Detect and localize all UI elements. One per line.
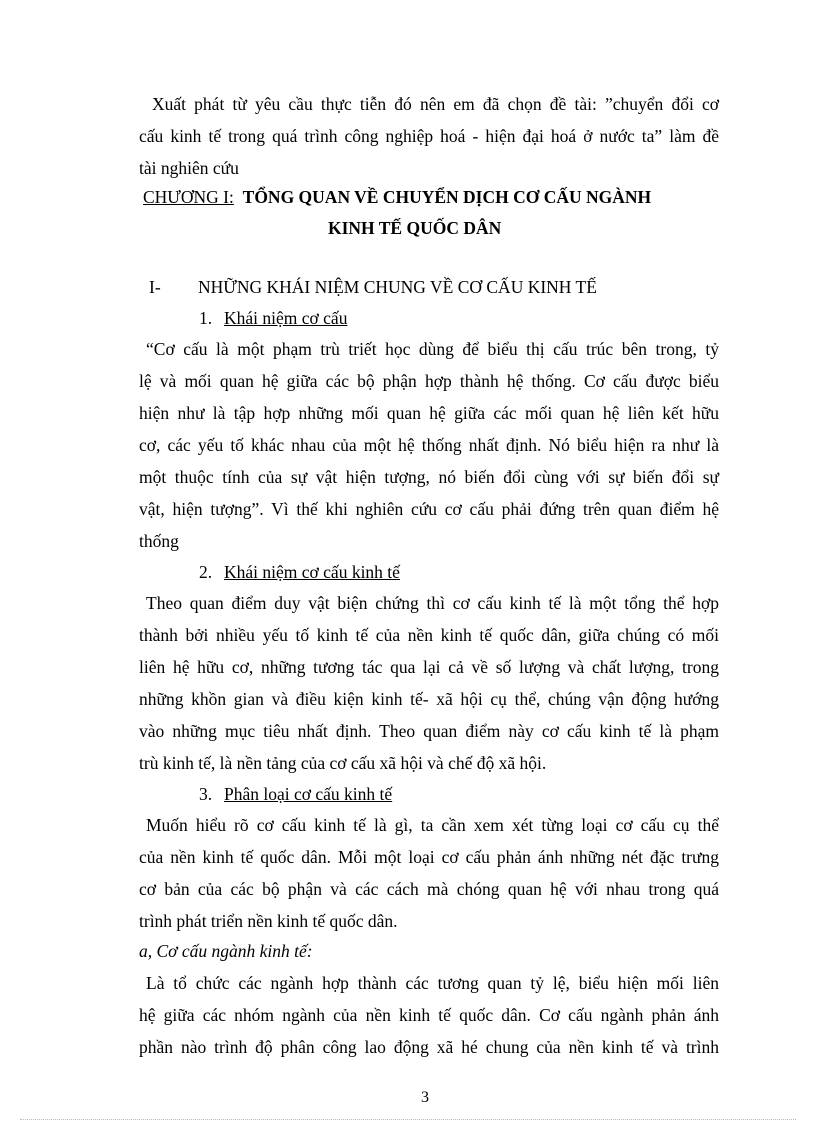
- paragraph-line: hiện như là tập hợp những mối quan hệ giữa các mối quan hệ liên kết hữu: [139, 403, 719, 423]
- subsection-2-number: 2.: [199, 562, 213, 582]
- paragraph-line: trù kinh tế, là nền tảng của cơ cấu xã hội và chế độ xã hội.: [139, 753, 547, 773]
- paragraph-line: vật, hiện tượng”. Vì thế khi nghiên cứu cơ cấu phải đứng trên quan điểm hệ: [139, 499, 719, 519]
- paragraph-line: lệ và mối quan hệ giữa các bộ phận hợp thành hệ thống. Cơ cấu được biểu: [139, 371, 719, 391]
- page-bottom-divider: [20, 1119, 796, 1120]
- paragraph-line: hệ giữa các nhóm ngành của nền kinh tế quốc dân. Cơ cấu ngành phản ánh: [139, 1005, 719, 1025]
- paragraph-line: Theo quan điểm duy vật biện chứng thì cơ cấu kinh tế là một tổng thể hợp: [146, 593, 719, 613]
- page-number: 3: [421, 1089, 429, 1106]
- paragraph-line: “Cơ cấu là một phạm trù triết học dùng để biểu thị cấu trúc bên trong, tỷ: [146, 339, 719, 359]
- paragraph-line: cơ, các yếu tố khác nhau của một hệ thống nhất định. Nó biểu hiện ra như là: [139, 435, 719, 455]
- paragraph-line: Muốn hiểu rõ cơ cấu kinh tế là gì, ta cần xem xét từng loại cơ cấu cụ thể: [146, 815, 719, 835]
- paragraph-line: của nền kinh tế quốc dân. Mỗi một loại cơ cấu phản ánh những nét đặc trưng: [139, 847, 719, 867]
- chapter-label: CHƯƠNG I: [143, 187, 230, 207]
- subsection-2-title: Khái niệm cơ cấu kinh tế: [224, 562, 400, 582]
- intro-line: Xuất phát từ yêu cầu thực tiễn đó nên em đã chọn đề tài: ”chuyển đổi cơ: [152, 94, 719, 114]
- chapter-title: TỔNG QUAN VỀ CHUYỂN DỊCH CƠ CẤU NGÀNH: [242, 187, 652, 207]
- paragraph-line: thành bởi nhiều yếu tố kinh tế của nền kinh tế quốc dân, giữa chúng có mối: [139, 625, 719, 645]
- paragraph-line: vào những mục tiêu nhất định. Theo quan điểm này cơ cấu kinh tế là phạm: [139, 721, 719, 741]
- section-title: NHỮNG KHÁI NIỆM CHUNG VỀ CƠ CẤU KINH TẾ: [198, 277, 597, 297]
- subsection-1-title: Khái niệm cơ cấu: [224, 308, 348, 328]
- paragraph-line: cơ bản của các bộ phận và các cách mà chóng quan hệ với nhau trong quá: [139, 879, 719, 899]
- subsection-1-number: 1.: [199, 308, 213, 328]
- subsection-3-number: 3.: [199, 784, 213, 804]
- paragraph-line: trình phát triển nền kinh tế quốc dân.: [139, 911, 398, 931]
- paragraph-line: một thuộc tính của sự vật hiện tượng, nó biến đổi cùng với sự biến đổi sự: [139, 467, 719, 487]
- intro-line: cấu kinh tế trong quá trình công nghiệp hoá - hiện đại hoá ở nước ta” làm đề: [139, 126, 719, 146]
- paragraph-line: phần nào trình độ phân công lao động xã hé chung của nền kinh tế và trình: [139, 1037, 719, 1057]
- paragraph-line: thống: [139, 531, 179, 551]
- subsection-3-title: Phân loại cơ cấu kinh tế: [224, 784, 393, 804]
- chapter-heading: CHƯƠNG I: TỔNG QUAN VỀ CHUYỂN DỊCH CƠ CẤU NGÀNH: [143, 187, 652, 207]
- paragraph-line: liên hệ hữu cơ, những tương tác qua lại cả về số lượng và chất lượng, trong: [139, 657, 719, 677]
- section-number: I-: [149, 277, 161, 297]
- intro-line: tài nghiên cứu: [139, 158, 239, 178]
- paragraph-line: Là tổ chức các ngành hợp thành các tương quan tỷ lệ, biểu hiện mối liên: [146, 973, 719, 993]
- chapter-title-line2: KINH TẾ QUỐC DÂN: [328, 218, 502, 238]
- subheading-a: a, Cơ cấu ngành kinh tế:: [139, 941, 313, 961]
- paragraph-line: những khồn gian và điều kiện kinh tế- xã hội cụ thể, chúng vận động hướng: [139, 689, 719, 709]
